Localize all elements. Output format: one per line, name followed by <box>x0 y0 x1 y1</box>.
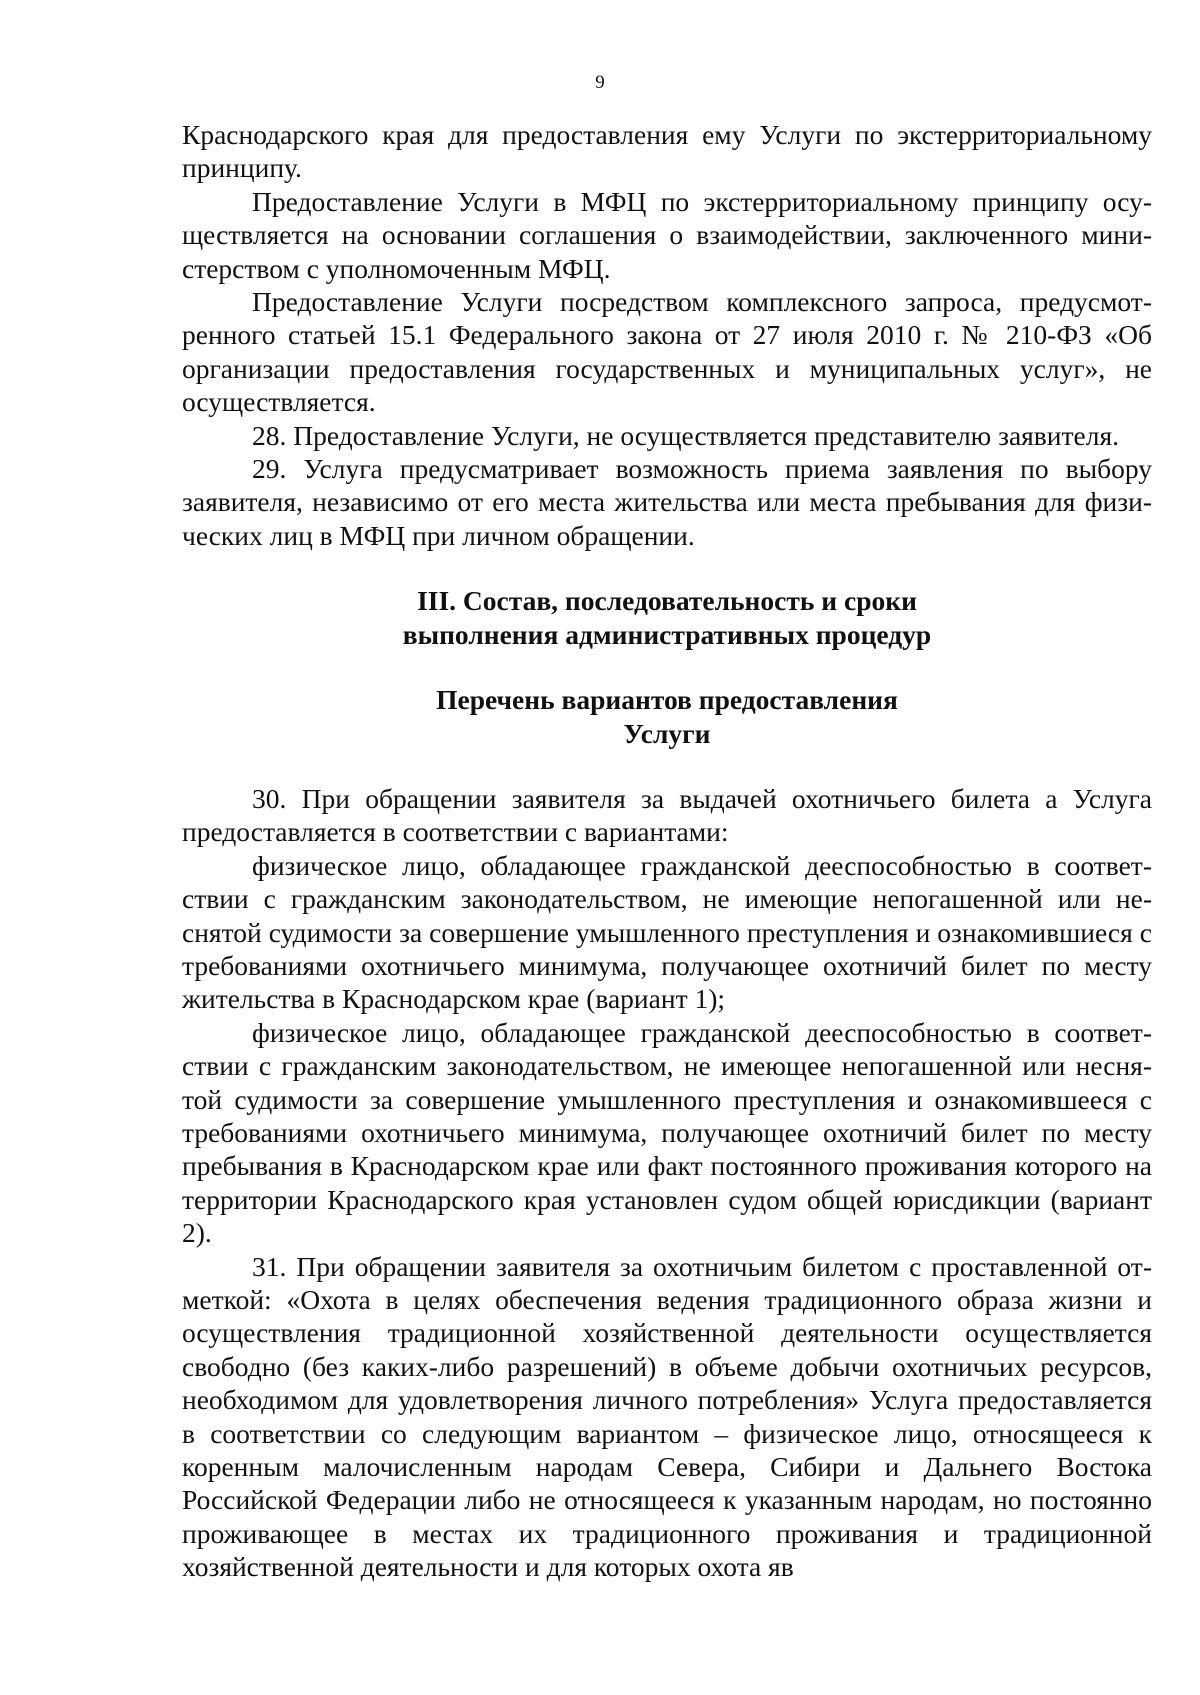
bottom-paragraphs <box>182 782 1152 1584</box>
paragraph-p-continuation: Краснодарского края для предоставления ему Услуги по экстерриториальному принципу. <box>182 119 1152 184</box>
page-number: 9 <box>595 72 605 93</box>
document-body <box>182 118 1152 1584</box>
paragraph-p-31: 31. При обращении заявителя за охотничьим билетом с проставленной отметкой: «Охота в целях обеспечения ведения традиционного образа жизни и осуществления традиционной хозяйственной деятельности осуществляется свободно (без каких-либо разрешений) в объеме добычи охотничьих ресурсов, необходимом для удовлетворения личного потребления» Услуга предоставляется в соответствии со следующим вариантом – физическое лицо, относящееся к коренным малочисленным народам Севера, Сибири и Дальнего Востока Российской Федерации либо не относящееся к указанным народам, но постоянно проживающее в местах их традиционного проживания и традиционной хозяйственной деятельности и для которых охота яв <box>182 1250 1152 1583</box>
section-heading-line-2: выполнения административных процедур <box>402 618 932 650</box>
paragraph-p-29: 29. Услуга предусматривает возможность приема заявления по выбору заявителя, независимо от его места жительства или места пребывания для физических лиц в МФЦ при личном обращении. <box>182 453 1152 551</box>
paragraph-p-variant-1: физическое лицо, обладающее гражданской дееспособностью в соответствии с гражданским законодательством, не имеющие непогашенной или неснятой судимости за совершение умышленного преступления и ознакомившиеся с требованиями охотничьего минимума, получающее охотничий билет по месту жительства в Краснодарском крае (вариант 1); <box>182 849 1152 1015</box>
paragraph-p-28: 28. Предоставление Услуги, не осуществляется представителю заявителя. <box>252 419 1119 451</box>
paragraph-p-extraterritorial: Предоставление Услуги в МФЦ по экстерриториальному принципу осуществляется на основании соглашения о взаимодействии, заключенного министерством с уполномоченным МФЦ. <box>182 185 1152 284</box>
paragraph-p-30: 30. При обращении заявителя за выдачей охотничьего билета а Услуга предоставляется в соответствии с вариантами: <box>182 782 1152 848</box>
paragraph-p-complex-request: Предоставление Услуги посредством комплексного запроса, предусмотренного статьей 15.1 Федерального закона от 27 июля 2010 г. № 210-ФЗ «Об организации предоставления государственных и муниципальных услуг», не осуществляется. <box>182 286 1152 418</box>
sub-heading <box>182 683 1152 750</box>
paragraph-p-variant-2: физическое лицо, обладающее гражданской дееспособностью в соответствии с гражданским законодательством, не имеющее непогашенной или неснятой судимости за совершение умышленного преступления и ознакомившееся с требованиями охотничьего минимума, получающее охотничий билет по месту пребывания в Краснодарском крае или факт постоянного проживания которого на территории Краснодарского края установлен судом общей юрисдикции (вариант 2). <box>182 1016 1152 1249</box>
sub-heading-line-1: Перечень вариантов предоставления <box>436 684 898 716</box>
section-heading-line-1: III. Состав, последовательность и сроки <box>417 585 917 617</box>
sub-heading-line-2: Услуги <box>623 717 711 749</box>
section-heading <box>182 584 1152 651</box>
top-paragraphs <box>182 118 1152 552</box>
